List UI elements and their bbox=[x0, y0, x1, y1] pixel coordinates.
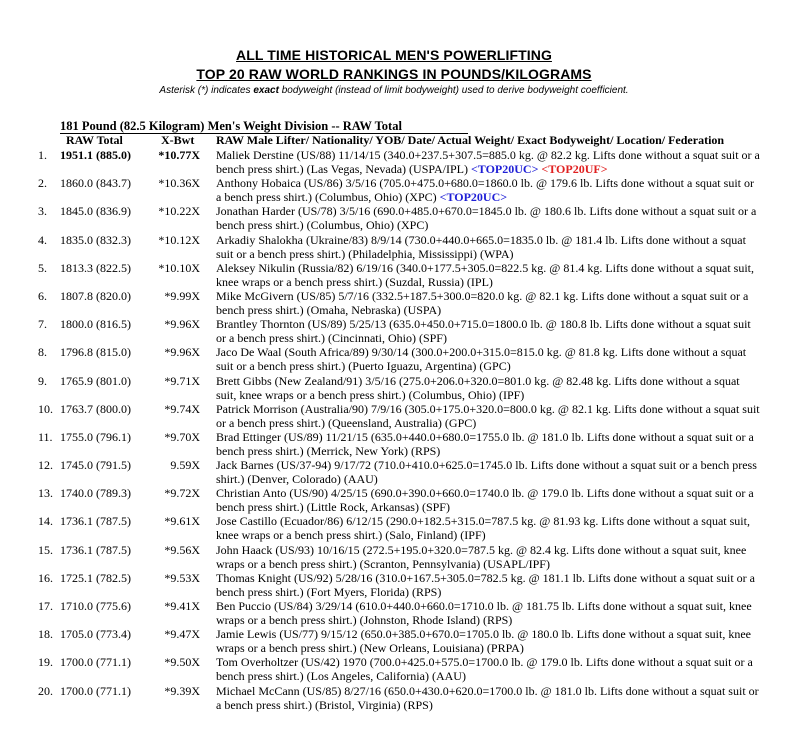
lifter-details: Arkadiy Shalokha (Ukraine/83) 8/9/14 (730.0+440.0+665.0=1835.0 lb. @ 181.4 lb. Lifts done without a squat suit or a bench press shirt.) (Philadelphia, Mississippi) (WPA) bbox=[216, 232, 746, 261]
bodyweight-coefficient: *9.39X bbox=[164, 683, 200, 698]
lifter-details: Brett Gibbs (New Zealand/91) 3/5/16 (275.0+206.0+320.0=801.0 kg. @ 82.48 kg. Lifts done without a squat suit, knee wraps or a bench press shirt.) (Columbus, Ohio) (IPF) bbox=[216, 373, 740, 402]
lifter-description bbox=[216, 402, 761, 430]
lifter-description bbox=[216, 148, 761, 176]
bodyweight-coefficient: *9.74X bbox=[164, 401, 200, 416]
note-emphasis: exact bbox=[253, 85, 279, 96]
lifter-description bbox=[216, 543, 761, 571]
lifter-details: John Haack (US/93) 10/16/15 (272.5+195.0+320.0=787.5 kg. @ 82.4 kg. Lifts done without a squat suit, knee wraps or a bench press shirt.) (Scranton, Pennsylvania) (USAPL/IPF) bbox=[216, 542, 747, 571]
ranking-row bbox=[0, 430, 788, 458]
rank-number: 6. bbox=[38, 288, 47, 303]
bodyweight-coefficient: 9.59X bbox=[170, 458, 200, 473]
lifter-details: Jamie Lewis (US/77) 9/15/12 (650.0+385.0+670.0=1705.0 lb. @ 180.0 lb. Lifts done without a squat suit, knee wraps or a bench press shirt.) (New Orleans, Louisiana) (PRPA) bbox=[216, 627, 751, 656]
bodyweight-coefficient: *9.96X bbox=[164, 317, 200, 332]
bodyweight-coefficient: *9.50X bbox=[164, 655, 200, 670]
lifter-description bbox=[216, 599, 761, 627]
rank-number: 1. bbox=[38, 148, 47, 162]
bodyweight-coefficient: *9.96X bbox=[164, 345, 200, 360]
ranking-row bbox=[0, 684, 788, 712]
raw-total: 1710.0 (775.6) bbox=[60, 599, 131, 613]
bodyweight-coefficient: *10.77X bbox=[158, 148, 200, 162]
bodyweight-coefficient: *9.53X bbox=[164, 570, 200, 585]
ranking-row bbox=[0, 627, 788, 655]
raw-total: 1763.7 (800.0) bbox=[60, 401, 131, 416]
rank-number: 7. bbox=[38, 317, 47, 332]
ranking-row bbox=[0, 571, 788, 599]
bodyweight-coefficient: *9.56X bbox=[164, 542, 200, 557]
rank-number: 3. bbox=[38, 204, 47, 219]
rank-number: 19. bbox=[38, 655, 53, 670]
raw-total: 1725.1 (782.5) bbox=[60, 570, 131, 585]
ranking-row bbox=[0, 402, 788, 430]
rank-number: 11. bbox=[38, 429, 53, 444]
lifter-description bbox=[216, 261, 761, 289]
raw-total: 1700.0 (771.1) bbox=[60, 655, 131, 670]
asterisk-note bbox=[0, 85, 788, 96]
ranking-row bbox=[0, 599, 788, 627]
document-title: ALL TIME HISTORICAL MEN'S POWERLIFTING bbox=[236, 47, 552, 63]
ranking-row bbox=[0, 655, 788, 683]
lifter-details: Anthony Hobaica (US/86) 3/5/16 (705.0+475.0+680.0=1860.0 lb. @ 179.6 lb. Lifts done without a squat suit or a bench press shirt.) (Columbus, Ohio) (XPC) bbox=[216, 176, 754, 205]
lifter-details: Patrick Morrison (Australia/90) 7/9/16 (305.0+175.0+320.0=800.0 kg. @ 82.1 kg. Lifts done without a squat suit or a bench press shirt.) (Queensland, Australia) (GPC) bbox=[216, 401, 760, 430]
lifter-description bbox=[216, 458, 761, 486]
lifter-description bbox=[216, 486, 761, 514]
lifter-description bbox=[216, 514, 761, 542]
lifter-details: Christian Anto (US/90) 4/25/15 (690.0+390.0+660.0=1740.0 lb. @ 179.0 lb. Lifts done without a squat suit or a bench press shirt.) (Little Rock, Arkansas) (SPF) bbox=[216, 486, 754, 515]
lifter-details: Jose Castillo (Ecuador/86) 6/12/15 (290.0+182.5+315.0=787.5 kg. @ 81.93 kg. Lifts done without a squat suit, knee wraps or a bench press shirt.) (Salo, Finland) (IPF) bbox=[216, 514, 750, 543]
raw-total: 1835.0 (832.3) bbox=[60, 232, 131, 247]
lifter-details: Michael McCann (US/85) 8/27/16 (650.0+430.0+620.0=1700.0 lb. @ 181.0 lb. Lifts done without a squat suit or a bench press shirt.) (Bristol, Virginia) (RPS) bbox=[216, 683, 759, 712]
header-x-bwt: X-Bwt bbox=[161, 133, 195, 147]
bodyweight-coefficient: *9.99X bbox=[164, 288, 200, 303]
note-text-end: bodyweight (instead of limit bodyweight) used to derive bodyweight coefficient. bbox=[278, 85, 629, 96]
bodyweight-coefficient: *10.12X bbox=[158, 232, 200, 247]
raw-total: 1765.9 (801.0) bbox=[60, 373, 131, 388]
lifter-description bbox=[216, 176, 761, 204]
lifter-details: Mike McGivern (US/85) 5/7/16 (332.5+187.5+300.0=820.0 kg. @ 82.1 kg. Lifts done without a squat suit or a bench press shirt.) (Omaha, Nebraska) (USPA) bbox=[216, 288, 749, 317]
raw-total: 1860.0 (843.7) bbox=[60, 176, 131, 191]
division-heading: 181 Pound (82.5 Kilogram) Men's Weight Division -- RAW Total bbox=[60, 119, 402, 133]
lifter-description bbox=[216, 627, 761, 655]
raw-total: 1745.0 (791.5) bbox=[60, 458, 131, 473]
raw-total: 1813.3 (822.5) bbox=[60, 260, 131, 275]
raw-total: 1807.8 (820.0) bbox=[60, 288, 131, 303]
lifter-details: Tom Overholtzer (US/42) 1970 (700.0+425.0+575.0=1700.0 lb. @ 179.0 lb. Lifts done without a squat suit or a bench press shirt.) (Los Angeles, California) (AAU) bbox=[216, 655, 753, 684]
rank-number: 9. bbox=[38, 373, 47, 388]
lifter-description bbox=[216, 655, 761, 683]
lifter-details: Aleksey Nikulin (Russia/82) 6/19/16 (340.0+177.5+305.0=822.5 kg. @ 81.4 kg. Lifts done without a squat suit, knee wraps or a bench press shirt.) (Suzdal, Russia) (IPL) bbox=[216, 260, 754, 289]
ranking-row bbox=[0, 345, 788, 373]
rank-number: 20. bbox=[38, 683, 53, 698]
lifter-details: Brantley Thornton (US/89) 5/25/13 (635.0+450.0+715.0=1800.0 lb. @ 180.8 lb. Lifts done without a squat suit or a bench press shirt.) (Cincinnati, Ohio) (SPF) bbox=[216, 317, 751, 346]
bodyweight-coefficient: *9.61X bbox=[164, 514, 200, 529]
ranking-row bbox=[0, 486, 788, 514]
lifter-description bbox=[216, 571, 761, 599]
lifter-description bbox=[216, 684, 761, 712]
lifter-details: Ben Puccio (US/84) 3/29/14 (610.0+440.0+660.0=1710.0 lb. @ 181.75 lb. Lifts done without a squat suit, knee wraps or a bench press shirt.) (Johnston, Rhode Island) (RPS) bbox=[216, 599, 752, 627]
raw-total: 1740.0 (789.3) bbox=[60, 486, 131, 501]
rankings-list bbox=[0, 148, 788, 712]
lifter-description bbox=[216, 204, 761, 232]
lifter-description bbox=[216, 317, 761, 345]
rank-number: 10. bbox=[38, 401, 53, 416]
raw-total: 1796.8 (815.0) bbox=[60, 345, 131, 360]
ranking-row bbox=[0, 317, 788, 345]
lifter-details: Jaco De Waal (South Africa/89) 9/30/14 (300.0+200.0+315.0=815.0 kg. @ 81.8 kg. Lifts done without a squat suit or a bench press shirt.) (Puerto Iguazu, Argentina) (GPC) bbox=[216, 345, 747, 374]
raw-total: 1700.0 (771.1) bbox=[60, 683, 131, 698]
raw-total: 1951.1 (885.0) bbox=[60, 148, 131, 162]
top20-badge: <TOP20UF> bbox=[541, 162, 608, 176]
ranking-row bbox=[0, 458, 788, 486]
rank-number: 15. bbox=[38, 542, 53, 557]
lifter-details: Thomas Knight (US/92) 5/28/16 (310.0+167.5+305.0=782.5 kg. @ 181.1 lb. Lifts done without a squat suit or a bench press shirt.) (Fort Myers, Florida) (RPS) bbox=[216, 570, 755, 599]
bodyweight-coefficient: *9.72X bbox=[164, 486, 200, 501]
rank-number: 2. bbox=[38, 176, 47, 191]
lifter-description bbox=[216, 374, 761, 402]
rank-number: 18. bbox=[38, 627, 53, 642]
bodyweight-coefficient: *10.10X bbox=[158, 260, 200, 275]
ranking-row bbox=[0, 148, 788, 176]
ranking-row bbox=[0, 233, 788, 261]
ranking-row bbox=[0, 176, 788, 204]
rank-number: 4. bbox=[38, 232, 47, 247]
raw-total: 1736.1 (787.5) bbox=[60, 514, 131, 529]
rank-number: 8. bbox=[38, 345, 47, 360]
rank-number: 13. bbox=[38, 486, 53, 501]
bodyweight-coefficient: *9.41X bbox=[164, 599, 200, 613]
bodyweight-coefficient: *10.22X bbox=[158, 204, 200, 219]
rank-number: 16. bbox=[38, 570, 53, 585]
raw-total: 1755.0 (796.1) bbox=[60, 429, 131, 444]
lifter-description bbox=[216, 233, 761, 261]
raw-total: 1845.0 (836.9) bbox=[60, 204, 131, 219]
bodyweight-coefficient: *9.71X bbox=[164, 373, 200, 388]
lifter-description bbox=[216, 289, 761, 317]
rank-number: 17. bbox=[38, 599, 53, 613]
ranking-row bbox=[0, 204, 788, 232]
bodyweight-coefficient: *9.70X bbox=[164, 429, 200, 444]
raw-total: 1736.1 (787.5) bbox=[60, 542, 131, 557]
header-description: RAW Male Lifter/ Nationality/ YOB/ Date/ Actual Weight/ Exact Bodyweight/ Location/ Federation bbox=[216, 133, 725, 147]
ranking-row bbox=[0, 514, 788, 542]
ranking-row bbox=[0, 289, 788, 317]
top20-badge: <TOP20UC> bbox=[470, 162, 539, 176]
raw-total: 1705.0 (773.4) bbox=[60, 627, 131, 642]
lifter-details: Brad Ettinger (US/89) 11/21/15 (635.0+440.0+680.0=1755.0 lb. @ 181.0 lb. Lifts done without a squat suit or a bench press shirt.) (Merrick, New York) (RPS) bbox=[216, 429, 754, 458]
header-raw-total: RAW Total bbox=[66, 133, 123, 147]
raw-total: 1800.0 (816.5) bbox=[60, 317, 131, 332]
lifter-details: Jack Barnes (US/37-94) 9/17/72 (710.0+410.0+625.0=1745.0 lb. Lifts done without a squat suit or a bench press shirt.) (Denver, Colorado) (AAU) bbox=[216, 458, 757, 487]
top20-badge: <TOP20UC> bbox=[439, 190, 508, 205]
bodyweight-coefficient: *10.36X bbox=[158, 176, 200, 191]
rank-number: 14. bbox=[38, 514, 53, 529]
lifter-details: Jonathan Harder (US/78) 3/5/16 (690.0+485.0+670.0=1845.0 lb. @ 180.6 lb. Lifts done without a squat suit or a bench press shirt.) (Columbus, Ohio) (XPC) bbox=[216, 204, 757, 233]
lifter-description bbox=[216, 430, 761, 458]
document-subtitle: TOP 20 RAW WORLD RANKINGS IN POUNDS/KILOGRAMS bbox=[196, 66, 592, 82]
lifter-details: Maliek Derstine (US/88) 11/14/15 (340.0+237.5+307.5=885.0 kg. @ 82.2 kg. Lifts done without a squat suit or a bench press shirt.) (Las Vegas, Nevada) (USPA/IPL) bbox=[216, 148, 760, 176]
ranking-row bbox=[0, 261, 788, 289]
rank-number: 5. bbox=[38, 260, 47, 275]
ranking-row bbox=[0, 374, 788, 402]
ranking-row bbox=[0, 543, 788, 571]
rank-number: 12. bbox=[38, 458, 53, 473]
lifter-description bbox=[216, 345, 761, 373]
bodyweight-coefficient: *9.47X bbox=[164, 627, 200, 642]
note-text-start: Asterisk (*) indicates bbox=[159, 85, 254, 96]
